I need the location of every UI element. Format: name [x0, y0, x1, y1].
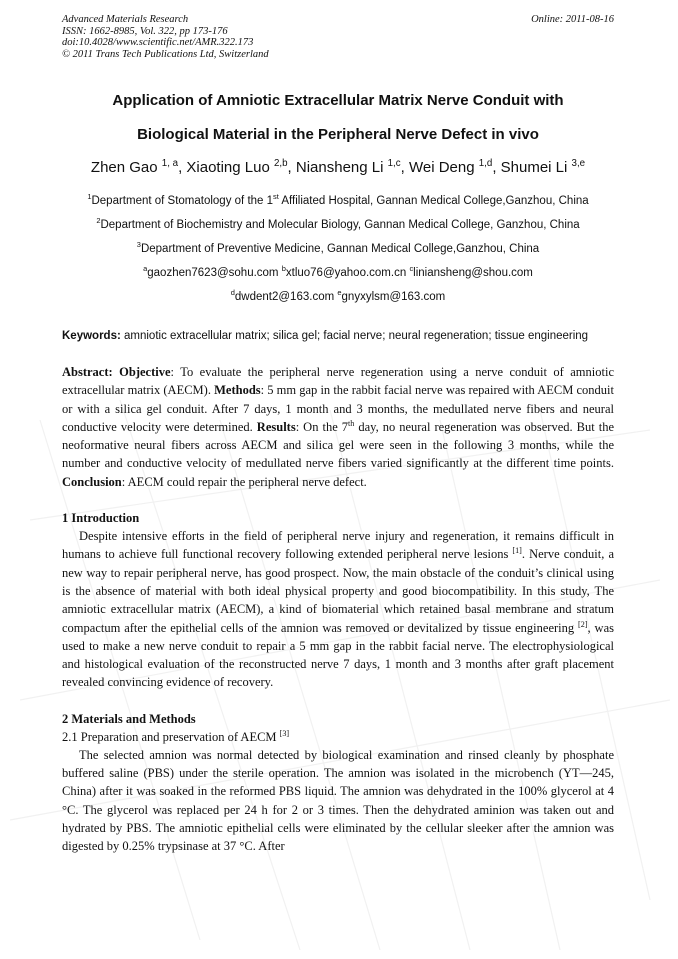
- email-line-1: [62, 264, 614, 280]
- section-heading-methods: 2 Materials and Methods: [62, 711, 196, 726]
- section-heading-introduction: 1 Introduction: [62, 511, 140, 526]
- affiliation-3: [62, 240, 614, 256]
- author-name: Xiaoting Luo: [186, 159, 270, 176]
- title-line-1: Application of Amniotic Extracellular Matrix Nerve Conduit with: [112, 92, 564, 109]
- email-sup: e: [337, 288, 342, 298]
- paper-title: [62, 84, 614, 152]
- abstract-text: day, no neural regeneration was observed. But the neoformative neural fibers across AECM and silica gel were seen in the following 3 months, while the number and conductive velocity of medullated nerve fibers varied significantly at the different time points.: [62, 419, 614, 471]
- author-affil-sup: 3,e: [571, 158, 586, 169]
- methods-label: Methods: [214, 383, 261, 398]
- journal-issn: ISSN: 1662-8985, Vol. 322, pp 173-176: [62, 25, 228, 37]
- subsection-heading: [62, 728, 614, 746]
- keywords-label: Keywords:: [62, 330, 121, 342]
- author-affil-sup: 1, a: [161, 158, 179, 169]
- body-text: , was used to make a new nerve conduit to repair a 5 mm gap in the rabbit facial nerve. The electrophysiological and histological evaluation of the reconstructed nerve 7 days, 1 month and 3 months after graft placement revealed convincing evidence of recovery.: [62, 620, 614, 690]
- subsection-title: 2.1 Preparation and preservation of AECM: [62, 729, 280, 744]
- email-address: liniansheng@shou.com: [413, 267, 533, 279]
- body-text: Despite intensive efforts in the field of peripheral nerve injury and regeneration, it remains difficult in humans to achieve full functional recovery following extended peripheral nerve lesions: [62, 529, 614, 562]
- affiliation-text: Department of Stomatology of the 1: [91, 195, 274, 207]
- author-name: Shumei Li: [500, 159, 568, 176]
- email-address: gnyxylsm@163.com: [341, 291, 446, 303]
- abstract: [62, 363, 614, 491]
- online-date: Online: 2011-08-16: [531, 14, 614, 25]
- citation-ref: [1]: [512, 546, 522, 556]
- email-address: dwdent2@163.com: [234, 291, 335, 303]
- affiliation-text: Department of Biochemistry and Molecular Biology, Gannan Medical College, Ganzhou, China: [100, 219, 580, 231]
- email-sup: d: [230, 288, 235, 298]
- affiliation-text: Department of Preventive Medicine, Gannan Medical College,Ganzhou, China: [140, 243, 540, 255]
- conclusion-label: Conclusion: [62, 474, 122, 489]
- email-sup: c: [409, 264, 414, 274]
- email-sup: b: [281, 264, 286, 274]
- affiliation-2: [62, 216, 614, 232]
- author-affil-sup: 1,c: [387, 158, 401, 169]
- citation-ref: [3]: [279, 728, 290, 738]
- author-name: Niansheng Li: [295, 159, 384, 176]
- journal-copyright: © 2011 Trans Tech Publications Ltd, Switzerland: [62, 48, 269, 60]
- author-name: Zhen Gao: [90, 159, 158, 176]
- email-address: gaozhen7623@sohu.com: [147, 267, 279, 279]
- keywords-text: amniotic extracellular matrix; silica gel; facial nerve; neural regeneration; tissue engineering: [120, 330, 589, 342]
- author-affil-sup: 2,b: [273, 158, 288, 169]
- methods-paragraph: The selected amnion was normal detected by biological examination and rinsed cleanly by phosphate buffered saline (PBS) under the sterile operation. The amnion was isolated in the microbench (YT—245, China) after it was soaked in the reformed PBS liquid. The amnion was dehydrated in the 100% glycerol at 4 °C. The glycerol was replaced per 24 h for 2 or 3 times. Then the dehydrated aminion was taken out and hydrated by PBS. The amniotic epithelial cells were eliminated by the cellular sleeker after the amnion was digested by 0.25% trypsinase at 37 °C. After: [62, 747, 614, 854]
- title-line-2: Biological Material in the Peripheral Nerve Defect in vivo: [137, 126, 539, 143]
- email-sup: a: [143, 264, 148, 274]
- abstract-text: : To evaluate the peripheral nerve regeneration using a nerve conduit of amniotic extracellular matrix (AECM).: [62, 365, 614, 398]
- affiliation-number: 1: [87, 192, 92, 202]
- citation-ref: [2]: [578, 619, 588, 629]
- email-address: xtluo76@yahoo.com.cn: [285, 267, 407, 279]
- journal-header: [62, 14, 614, 62]
- affiliation-number: 3: [136, 240, 141, 250]
- keywords: [62, 327, 614, 345]
- abstract-text: : AECM could repair the peripheral nerve defect.: [121, 474, 367, 489]
- author-affil-sup: 1,d: [478, 158, 493, 169]
- objective-label: Objective: [119, 365, 171, 379]
- body-text: . Nerve conduit, a new way to repair peripheral nerve, has good prospect. Now, the main obstacle of the conduit’s clinical using is the absence of material with both ideal physical property and good biocompatibility. In this study, The amniotic extracellular matrix (AECM), a kind of biomaterial which retained basal membrane and stratum compactum after the epithelial cells of the amnion was removed or devitalized by tissue engineering: [62, 547, 614, 635]
- affiliation-text: Affiliated Hospital, Gannan Medical College,Ganzhou, China: [278, 195, 589, 207]
- paper-page: [62, 14, 614, 856]
- intro-paragraph: [62, 527, 614, 692]
- author-name: Wei Deng: [408, 159, 475, 176]
- abstract-label: Abstract:: [62, 365, 113, 379]
- journal-name: Advanced Materials Research: [62, 14, 189, 25]
- journal-doi: doi:10.4028/www.scientific.net/AMR.322.173: [62, 37, 254, 48]
- author-list: Zhen Gao $^{1, a}$, Xiaoting Luo $^{2,b}$, Niansheng Li $^{1,c}$, Wei Deng $^{1,d}$, Shumei Li $^{3,e}$: [90, 158, 586, 176]
- affiliation-1: [62, 192, 614, 208]
- results-label: Results: [256, 419, 296, 434]
- email-line-2: [62, 288, 614, 304]
- abstract-text: : 5 mm gap in the rabbit facial nerve was repaired with AECM conduit or with a silica gel conduit. After 7 days, 1 month and 3 months, the medullated nerve fibers and neural conductive velocity were determined.: [62, 383, 614, 434]
- ordinal-sup: st: [273, 192, 279, 202]
- ordinal-sup: th: [348, 418, 355, 428]
- affiliation-number: 2: [96, 216, 101, 226]
- abstract-text: : On the 7: [295, 419, 349, 434]
